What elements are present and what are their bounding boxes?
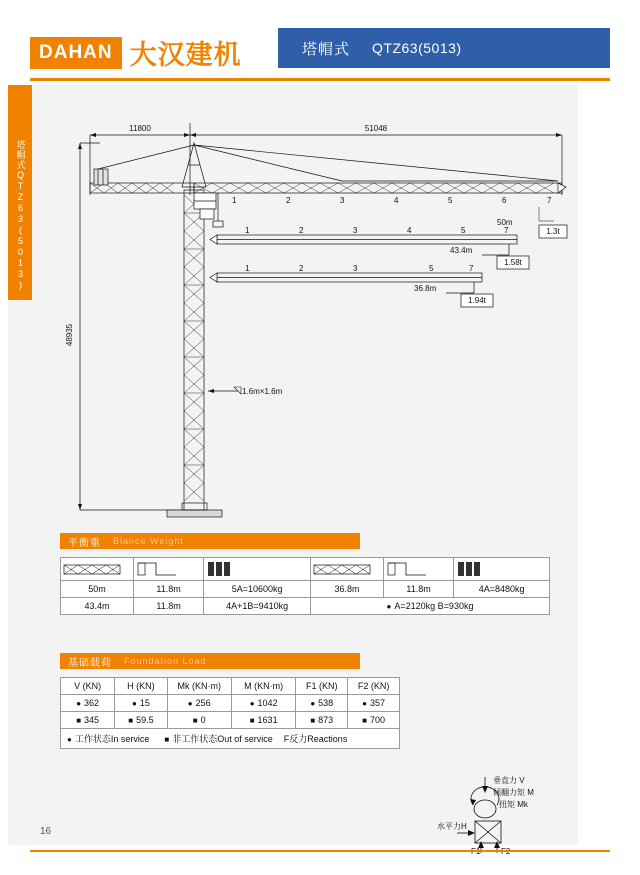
val-f2-out: ■ 700	[362, 715, 385, 725]
radius-label-1: 43.4m	[450, 246, 473, 255]
val-m-out: ■ 1631	[250, 715, 278, 725]
foundation-header-en: Foundation Load	[124, 656, 207, 666]
legend-reactions: F反力Reactions	[283, 734, 348, 744]
balance-r0-c5: 4A=8480kg	[454, 581, 550, 598]
icon-cell-blocks-1	[204, 558, 311, 581]
label-vertical-force: 垂直力 V	[493, 776, 525, 785]
footer-rule	[30, 850, 610, 852]
roof-icon	[39, 28, 87, 37]
balance-r1-c0: 43.4m	[61, 598, 134, 615]
side-tab-line2: QTZ63(5013)	[15, 169, 26, 291]
jib-row-1-numbers	[245, 226, 509, 235]
val-mk-service: ● 256	[188, 698, 211, 708]
svg-text:6: 6	[502, 196, 507, 205]
svg-text:5: 5	[429, 264, 434, 273]
capacity-label-2: 1.94t	[468, 296, 486, 305]
side-tab-line1: 塔帽式	[15, 139, 26, 170]
page-number: 16	[40, 826, 52, 837]
foundation-table	[60, 677, 400, 749]
dim-right-label: 51048	[364, 124, 388, 133]
label-moment: 倾翻力矩 M	[493, 788, 534, 797]
table-row	[61, 729, 400, 749]
svg-text:4: 4	[407, 226, 412, 235]
svg-text:3: 3	[353, 226, 358, 235]
table-row	[61, 598, 550, 615]
weight-blocks-icon	[456, 561, 482, 577]
balance-r1-merged	[311, 598, 550, 615]
balance-header-en: Blance Weight	[113, 536, 184, 546]
capacity-label-0: 1.3t	[546, 227, 560, 236]
jib-row-2-numbers	[245, 264, 474, 273]
balance-r0-c3: 36.8m	[311, 581, 384, 598]
svg-text:1: 1	[245, 226, 250, 235]
table-row	[61, 695, 400, 712]
brand-cn-text: 大汉建机	[129, 40, 242, 70]
foundation-header-cn: 基础载荷	[68, 657, 112, 669]
foundation-section-header	[60, 653, 360, 669]
col-v: V (KN)	[61, 678, 115, 695]
val-f2-service: ● 357	[362, 698, 385, 708]
title-model: QTZ63(5013)	[372, 40, 462, 56]
icon-cell-truss-1	[61, 558, 134, 581]
truss-icon	[313, 564, 371, 575]
balance-r0-c2: 5A=10600kg	[204, 581, 311, 598]
balance-r1-c1: 11.8m	[133, 598, 203, 615]
svg-text:2: 2	[299, 264, 304, 273]
col-f1: F1 (KN)	[296, 678, 348, 695]
dim-left-label: 11800	[129, 124, 151, 133]
svg-text:3: 3	[353, 264, 358, 273]
icon-cell-truss-2	[311, 558, 384, 581]
svg-text:7: 7	[469, 264, 474, 273]
counterweight-bracket-icon	[386, 561, 428, 577]
col-mk: Mk (KN·m)	[167, 678, 231, 695]
svg-text:7: 7	[547, 196, 552, 205]
svg-text:4: 4	[394, 196, 399, 205]
icon-cell-bracket-1	[133, 558, 203, 581]
header-rule	[30, 78, 610, 81]
legend-out-of-service: ■ 非工作状态Out of service	[164, 734, 272, 744]
brand-logo	[30, 33, 242, 72]
balance-r0-c0: 50m	[61, 581, 134, 598]
radius-label-0: 50m	[497, 218, 513, 227]
label-torsion: 扭矩 Mk	[499, 800, 528, 809]
svg-text:2: 2	[286, 196, 291, 205]
col-f2: F2 (KN)	[348, 678, 400, 695]
balance-r0-c4: 11.8m	[383, 581, 453, 598]
balance-section-header	[60, 533, 360, 549]
brand-latin-badge	[30, 37, 122, 69]
val-m-service: ● 1042	[250, 698, 278, 708]
counterweight-bracket-icon	[136, 561, 178, 577]
balance-header-cn: 平衡重	[68, 537, 101, 549]
icon-cell-blocks-2	[454, 558, 550, 581]
truss-icon	[63, 564, 121, 575]
content-panel	[32, 85, 578, 845]
table-row	[61, 581, 550, 598]
table-row	[61, 678, 400, 695]
val-v-service: ● 362	[76, 698, 99, 708]
side-tab-label	[8, 130, 32, 300]
val-f1-service: ● 538	[310, 698, 333, 708]
side-tab	[8, 130, 32, 300]
icon-cell-bracket-2	[383, 558, 453, 581]
balance-r1-merged-text: ● A=2120kg B=930kg	[387, 601, 474, 611]
col-h: H (KN)	[115, 678, 167, 695]
title-type: 塔帽式	[302, 40, 351, 58]
svg-text:1: 1	[232, 196, 237, 205]
legend-in-service: ● 工作状态In service	[67, 734, 149, 744]
svg-text:5: 5	[461, 226, 466, 235]
dim-height-label: 48935	[65, 323, 74, 347]
balance-r1-c2: 4A+1B=9410kg	[204, 598, 311, 615]
val-h-out: ■ 59.5	[128, 715, 153, 725]
balance-r0-c1: 11.8m	[133, 581, 203, 598]
capacity-label-1: 1.58t	[504, 258, 522, 267]
crane-svg	[42, 95, 568, 520]
weight-blocks-icon	[206, 561, 232, 577]
svg-text:2: 2	[299, 226, 304, 235]
side-rail-lower	[8, 300, 32, 845]
col-m: M (KN·m)	[231, 678, 295, 695]
load-diagram	[437, 775, 567, 855]
val-mk-out: ■ 0	[193, 715, 206, 725]
load-diagram-svg	[437, 775, 567, 855]
brand-latin-text: DAHAN	[39, 41, 113, 63]
svg-text:7: 7	[504, 226, 509, 235]
balance-table	[60, 557, 550, 615]
crane-drawing	[42, 95, 568, 520]
table-row	[61, 558, 550, 581]
val-f1-out: ■ 873	[310, 715, 333, 725]
svg-text:5: 5	[448, 196, 453, 205]
radius-label-2: 36.8m	[414, 284, 437, 293]
title-bar	[278, 28, 610, 68]
foundation-legend	[61, 729, 400, 749]
mast-note-label: 1.6m×1.6m	[242, 387, 283, 396]
val-v-out: ■ 345	[76, 715, 99, 725]
label-horizontal-force: 水平力H	[437, 822, 467, 831]
jib-row-0-numbers	[232, 196, 552, 205]
table-row	[61, 712, 400, 729]
val-h-service: ● 15	[132, 698, 150, 708]
svg-text:3: 3	[340, 196, 345, 205]
svg-text:1: 1	[245, 264, 250, 273]
